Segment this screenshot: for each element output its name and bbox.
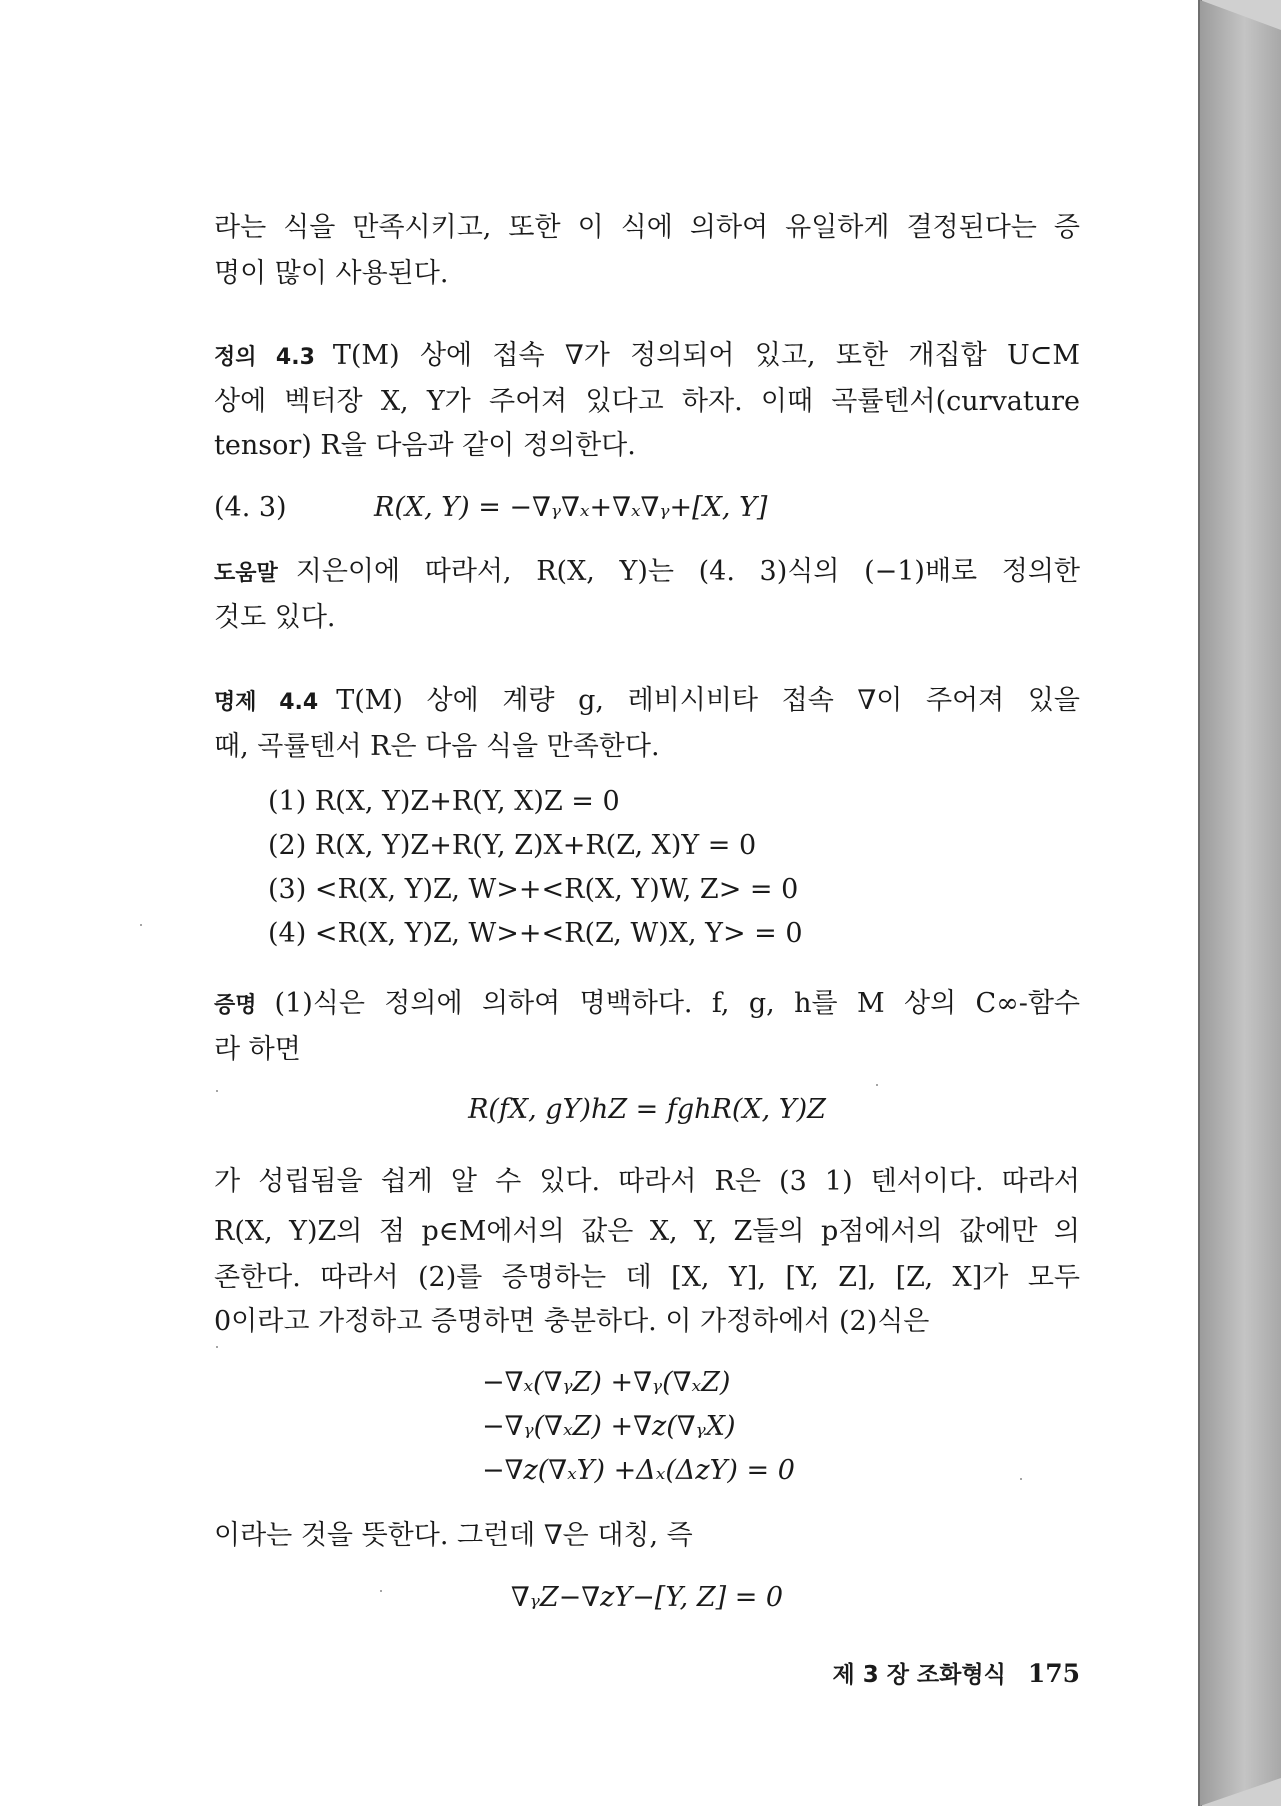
after-line-2: R(X, Y)Z의 점 p∈M에서의 값은 X, Y, Z들의 p점에서의 값에만 의 bbox=[214, 1216, 1080, 1247]
scan-speck bbox=[216, 1346, 218, 1348]
page-number: 175 bbox=[1027, 1659, 1080, 1688]
definition-text-1: T(M) 상에 접속 ∇가 정의되어 있고, 또한 개집합 U⊂M bbox=[332, 340, 1081, 371]
equation-scale: R(fX, gY)hZ = fghR(X, Y)Z bbox=[468, 1094, 826, 1125]
proof-line-1 bbox=[214, 986, 1080, 1024]
scan-speck bbox=[380, 1590, 382, 1592]
definition-line-1 bbox=[214, 338, 1080, 376]
equation-block-line-2: −∇ᵧ(∇ₓZ) +∇z(∇ᵧX) bbox=[482, 1411, 736, 1442]
definition-line-2: 상에 벡터장 X, Y가 주어져 있다고 하자. 이때 곡률텐서(curvature bbox=[214, 386, 1080, 417]
equation-4-3 bbox=[214, 490, 1080, 526]
page-footer bbox=[832, 1656, 1080, 1689]
scan-speck bbox=[140, 924, 142, 926]
definition-line-3: tensor) R을 다음과 같이 정의한다. bbox=[214, 430, 636, 461]
definition-label: 정의 4.3 bbox=[214, 345, 315, 370]
proposition-item-3: (3) <R(X, Y)Z, W>+<R(X, Y)W, Z> = 0 bbox=[268, 874, 799, 905]
proposition-text-1: T(M) 상에 계량 g, 레비시비타 접속 ∇이 주어져 있을 bbox=[336, 685, 1081, 716]
proposition-line-2: 때, 곡률텐서 R은 다음 식을 만족한다. bbox=[214, 731, 660, 762]
remark-line-1 bbox=[214, 554, 1080, 592]
after-line-3: 존한다. 따라서 (2)를 증명하는 데 [X, Y], [Y, Z], [Z, X]가 모두 bbox=[214, 1262, 1080, 1293]
remark-label: 도움말 bbox=[214, 561, 278, 586]
proposition-line-1 bbox=[214, 683, 1080, 721]
equation-4-3-body: R(X, Y) = −∇ᵧ∇ₓ+∇ₓ∇ᵧ+[X, Y] bbox=[374, 492, 768, 523]
equation-block-line-1: −∇ₓ(∇ᵧZ) +∇ᵧ(∇ₓZ) bbox=[482, 1367, 731, 1398]
proof-label: 증명 bbox=[214, 993, 257, 1018]
chapter-title: 제 3 장 조화형식 bbox=[832, 1662, 1006, 1688]
symmetry-line: 이라는 것을 뜻한다. 그런데 ∇은 대칭, 즉 bbox=[214, 1520, 693, 1551]
proposition-item-2: (2) R(X, Y)Z+R(Y, Z)X+R(Z, X)Y = 0 bbox=[268, 830, 757, 861]
after-line-1: 가 성립됨을 쉽게 알 수 있다. 따라서 R은 (3 1) 텐서이다. 따라서 bbox=[214, 1166, 1080, 1197]
proof-text-1: (1)식은 정의에 의하여 명백하다. f, g, h를 M 상의 C∞-함수 bbox=[274, 988, 1080, 1019]
remark-line-2: 것도 있다. bbox=[214, 602, 336, 633]
proof-line-2: 라 하면 bbox=[214, 1034, 301, 1065]
proposition-label: 명제 4.4 bbox=[214, 690, 319, 715]
equation-block-line-3: −∇z(∇ₓY) +Δₓ(ΔzY) = 0 bbox=[482, 1455, 795, 1486]
after-line-4: 0이라고 가정하고 증명하면 충분하다. 이 가정하에서 (2)식은 bbox=[214, 1306, 930, 1337]
remark-text-1: 지은이에 따라서, R(X, Y)는 (4. 3)식의 (−1)배로 정의한 bbox=[295, 556, 1080, 587]
scan-speck bbox=[1020, 1478, 1022, 1480]
equation-number: (4. 3) bbox=[214, 492, 287, 523]
equation-symmetry: ∇ᵧZ−∇zY−[Y, Z] = 0 bbox=[510, 1582, 784, 1613]
intro-line-2: 명이 많이 사용된다. bbox=[214, 258, 449, 289]
proposition-item-1: (1) R(X, Y)Z+R(Y, X)Z = 0 bbox=[268, 786, 620, 817]
intro-line-1: 라는 식을 만족시키고, 또한 이 식에 의하여 유일하게 결정된다는 증 bbox=[214, 212, 1080, 243]
scan-speck bbox=[216, 1090, 218, 1092]
book-spine bbox=[1200, 0, 1281, 1806]
scan-speck bbox=[876, 1084, 878, 1086]
proposition-item-4: (4) <R(X, Y)Z, W>+<R(Z, W)X, Y> = 0 bbox=[268, 918, 803, 949]
